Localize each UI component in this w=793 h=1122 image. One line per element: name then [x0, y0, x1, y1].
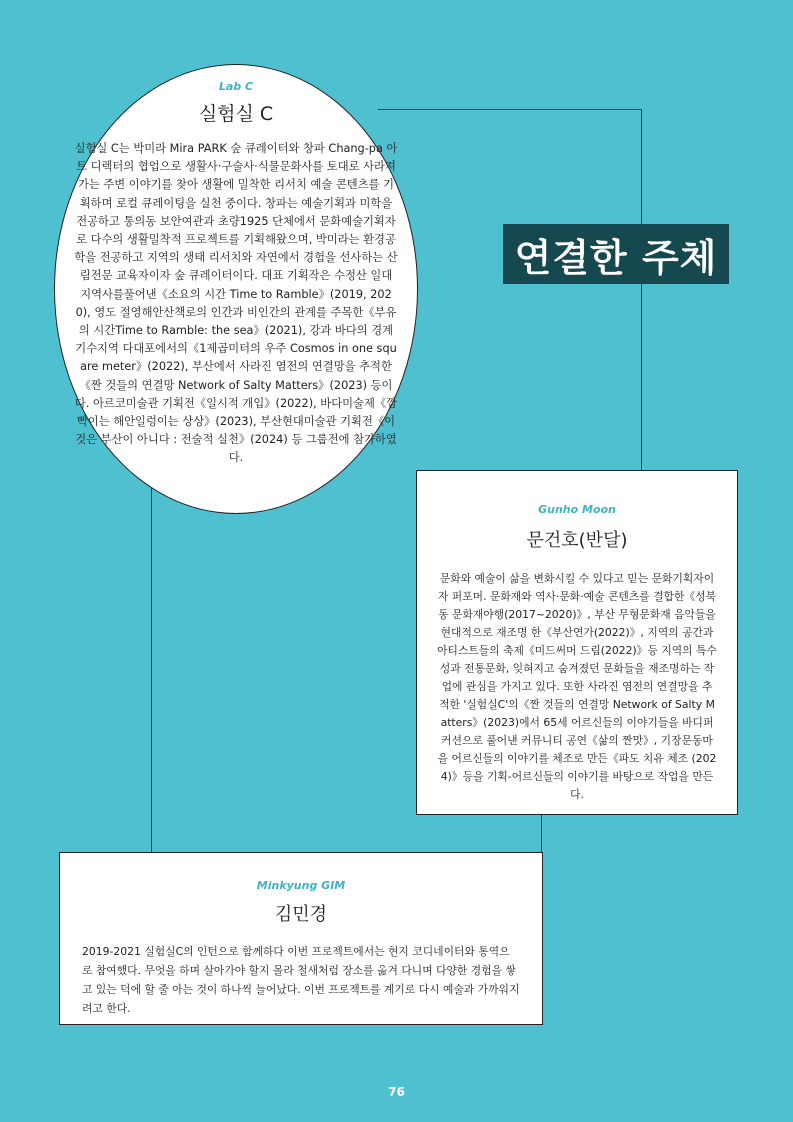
connector-line-top	[378, 109, 642, 110]
gunho-profile-box	[416, 470, 738, 815]
gunho-en-name: Gunho Moon	[538, 503, 616, 516]
connector-line-right	[641, 109, 642, 471]
minkyung-ko-name: 김민경	[274, 904, 328, 925]
minkyung-profile-box	[59, 852, 543, 1025]
page-title: 연결한 주체	[503, 224, 729, 284]
connector-line-left	[151, 470, 152, 854]
minkyung-en-name: Minkyung GIM	[256, 879, 346, 892]
lab-c-ko-name: 실험실 C	[198, 103, 274, 125]
lab-c-en-name: Lab C	[218, 80, 254, 93]
lab-c-profile	[68, 80, 404, 468]
lab-c-bio: 실험실 C는 박미라 Mira PARK 숲 큐레이터와 창파 Chang-pa 아트 디렉터의 협업으로 생활사·구술사·식물문화사를 토대로 사라져 가는 주변 이야기를 찾아 생활에 밀착한 리서치 예술 콘텐츠를 기획하며 로컬 큐레이팅을 실천 중이다. 창파는 예술기획과 미학을 전공하고 통의동 보안여관과 초량1925 단체에서 문화예술기획자로 다수의 생활밀착적 프로젝트를 기획해왔으며, 박미라는 환경공학을 전공하고 지역의 생태 리서치와 자연에서 경험을 선사하는 산림전문 교육자이자 숲 큐레이터이다. 대표 기획작은 수정산 일대 지역사를풀어낸《소요의 시간 Time to Ramble》(2019, 2020), 영도 절영해안산책로의 인간과 비인간의 관계를 주목한《부유의 시간Time to Ramble: the sea》(2021), 강과 바다의 경계 기수지역 다대포에서의《1제곱미터의 우주 Cosmos in one square meter》(2022), 부산에서 사라진 염전의 연결망을 추적한《짠 것들의 연결망 Network of Salty Matters》(2023) 등이다. 아르코미술관 기획전《일시적 개입》(2022), 바다미술제《깜빡이는 해안일렁이는 상상》(2023), 부산현대미술관 기획전《이것은 부산이 아니다 : 전술적 실천》(2024) 등 그룹전에 참가하였다.	[74, 142, 398, 465]
gunho-ko-name: 문건호(반달)	[526, 530, 628, 551]
page-number: 76	[388, 1085, 405, 1099]
minkyung-bio: 2019-2021 실험실C의 인턴으로 함께하다 이번 프로젝트에서는 현지 코디네이터와 통역으로 참여했다. 무엇을 하며 살아가야 할지 몰라 철새처럼 장소를 옮겨 다니며 다양한 경험을 쌓고 있는 덕에 할 줄 아는 것이 하나씩 늘어났다. 이번 프로젝트를 계기로 다시 예술과 가까워지려고 한다.	[82, 945, 520, 1015]
gunho-bio: 문화와 예술이 삶을 변화시킬 수 있다고 믿는 문화기획자이자 퍼포머. 문화재와 역사·문화·예술 콘텐츠를 결합한《성북동 문화재야행(2017~2020)》, 부산 무형문화재 음악들을 현대적으로 재조명 한《부산연가(2022)》, 지역의 공간과 아티스트들의 축제《미드써머 드림(2022)》등 지역의 특수성과 전통문화, 잊혀지고 숨겨졌던 문화들을 재조명하는 작업에 관심을 가지고 있다. 또한 사라진 염전의 연결망을 추적한 '실험실C'의《짠 것들의 연결망 Network of Salty Matters》(2023)에서 65세 어르신들의 이야기들을 바디퍼커션으로 풀어낸 커뮤니티 공연《삶의 짠맛》, 기장문동마을 어르신들의 이야기를 체조로 만든《파도 치유 체조 (2024)》등을 기획-어르신들의 이야기를 바탕으로 작업을 만든다.	[437, 572, 717, 801]
